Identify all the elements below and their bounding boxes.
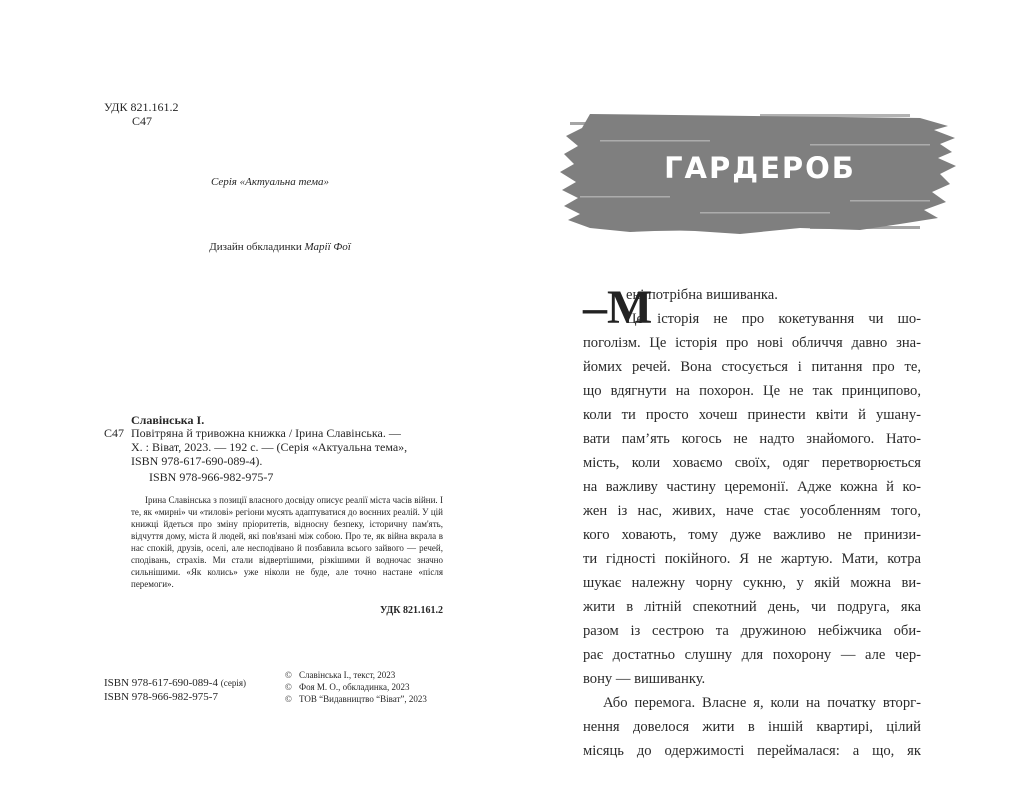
chapter-page (512, 0, 1024, 802)
text-line: місяць до одержимості переймалася: а що, як (583, 743, 921, 759)
chapter-body (583, 283, 921, 763)
copyright-block (285, 669, 427, 705)
catalog-author: Славінська І. (131, 413, 205, 427)
isbn-series-note: (серія) (220, 678, 246, 688)
text-line: мість, коли ховаємо своїх, одяг перетворюється (583, 455, 921, 471)
text-line: поголізм. Це історія про нові обличчя давно зна- (583, 335, 921, 351)
book-annotation: Ірина Славінська з позиції власного досвіду описує реалії міста часів війни. І те, як «мирні» чи «тилові» регіони мусять адаптуватися до воєнних реалій. У цій книжці йдеться про зміну пріоритетів, відносну безпеку, історичну пам'ять, відчуття дому, міста й людей, які пов'язані між собою. Про те, як війна вкрала в нас спокій, друзів, оселі, але несподівано й позбавила всього зайвого — речей, сподівань, страхів. Ми стали відвертішими, різкішими й водночас значно сильнішими. «Як колись» уже ніколи не буде, але точно настане «після перемоги». (131, 495, 443, 589)
text-line: ти гідності покійного. Я не жартую. Мати, котра (583, 551, 921, 567)
dropcap-wrap (583, 281, 653, 334)
catalog-line: Х. : Віват, 2023. — 192 с. — (Серія «Актуальна тема», (131, 440, 408, 454)
udk-code: УДК 821.161.2 (104, 100, 179, 114)
catalog-isbn: ISBN 978-966-982-975-7 (149, 470, 274, 484)
designer-name: Марії Фої (304, 241, 351, 253)
author-mark: С47 (132, 114, 153, 128)
chapter-title-banner (560, 100, 960, 240)
udk-header (104, 100, 178, 128)
text-line: що вдягнути на похорон. Це не так принципово, (583, 383, 921, 399)
udk-footer: УДК 821.161.2 (380, 605, 443, 616)
text-line: нення довелося жити в іншій квартирі, цілий (583, 719, 921, 735)
text-line: Або перемога. Власне я, коли на початку вторг- (603, 695, 921, 711)
chapter-title: ГАРДЕРОБ (664, 151, 856, 185)
text-line: коли ти просто хочеш принести квіти й ушану- (583, 407, 921, 423)
text-line: шукає належну чорну сукню, у якій можна ви- (583, 575, 921, 591)
isbn-series: ISBN 978-617-690-089-4 (104, 677, 218, 689)
catalog-code: С47 (104, 426, 125, 440)
copyright-icon: © (285, 682, 292, 692)
text-line: вону — вишиванку. (583, 671, 706, 687)
text-line: рає достатньо слушну для похорону — але чер- (583, 647, 921, 663)
catalog-line: ISBN 978-617-690-089-4). (131, 454, 263, 468)
design-prefix: Дизайн обкладинки (209, 241, 305, 253)
series-line: Серія «Актуальна тема» (210, 176, 330, 188)
text-line: йомих речей. Вона стосується і питання про те, (583, 359, 921, 375)
text-line: на важливу частину церемонії. Адже кожна й ко- (583, 479, 921, 495)
catalog-record (131, 426, 443, 468)
text-line: Це історія не про кокетування чи шо- (626, 311, 921, 327)
copyright-icon: © (285, 670, 292, 680)
isbn-block (104, 676, 246, 704)
copyright-icon: © (285, 694, 292, 704)
text-line: вати пам’ять когось не надто знайомого. Нато- (583, 431, 921, 447)
cover-design-credit (0, 241, 560, 253)
catalog-line: Повітряна й тривожна книжка / Ірина Славінська. — (131, 426, 401, 440)
text-line: разом із сестрою та дружиною небіжчика оби- (583, 623, 921, 639)
text-line: жен із нас, живих, наче стає уособленням того, (583, 503, 921, 519)
copyright-line: ТОВ “Видавництво “Віват”, 2023 (299, 694, 427, 704)
copyright-line: Фоя М. О., обкладинка, 2023 (299, 682, 410, 692)
text-line: ені потрібна вишиванка. (626, 287, 778, 303)
isbn-book: ISBN 978-966-982-975-7 (104, 691, 218, 703)
text-line: жити в літній спекотний день, чи подруга, яка (583, 599, 921, 615)
dropcap-letter: –М (583, 281, 653, 334)
copyright-line: Славінська І., текст, 2023 (299, 670, 396, 680)
text-line: кого ховають, тому дуже важливо не принизи- (583, 527, 921, 543)
